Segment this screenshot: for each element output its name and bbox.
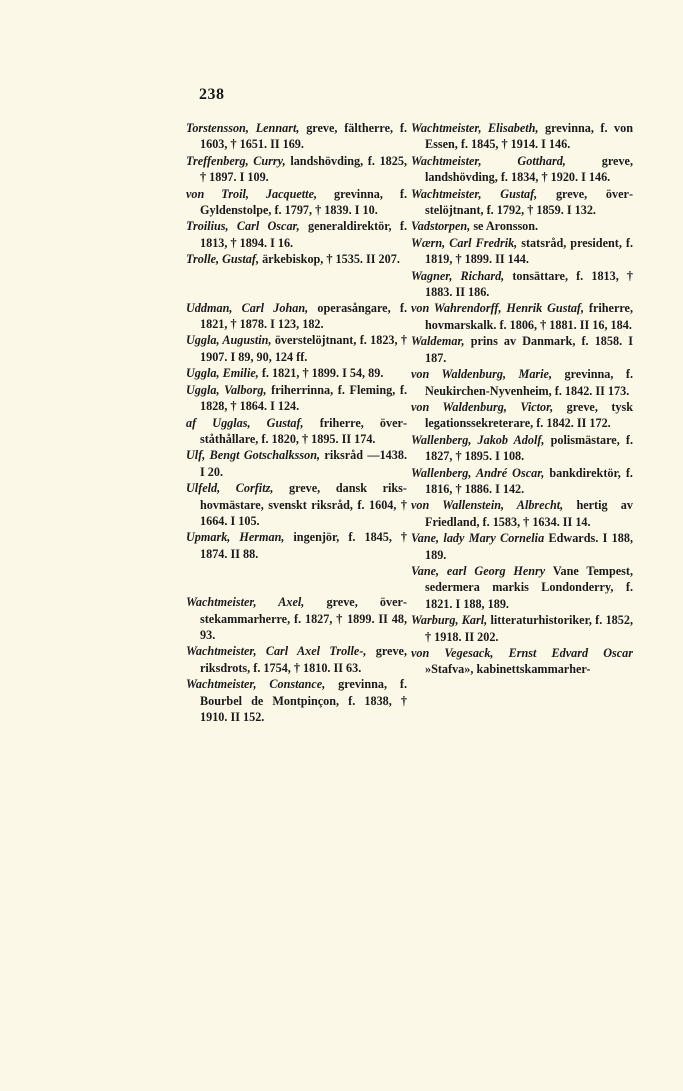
index-entry <box>186 676 407 725</box>
entry-details: greve, tysk legationssekreterare, f. 1842. II 172. <box>425 399 633 431</box>
entry-details: prins av Danmark, f. 1858. I 187. <box>425 334 633 365</box>
entry-details: greve, landshövding, f. 1834, † 1920. I 146. <box>425 153 633 185</box>
index-entry <box>186 120 407 153</box>
entry-name: Uggla, Emilie, <box>186 366 259 381</box>
entry-name: Wærn, Carl Fredrik, <box>411 235 518 250</box>
entry-name: Wachtmeister, Elisabeth, <box>411 121 539 135</box>
entry-details: grevinna, f. Neukirchen-Nyvenheim, f. 1842. II 173. <box>425 367 633 398</box>
entry-name: Ulf, Bengt Gotschalksson, <box>186 448 321 463</box>
index-entry <box>186 594 407 643</box>
entry-name: af Ugglas, Gustaf, <box>186 415 304 430</box>
entry-details: Edwards. I 188, 189. <box>425 531 633 562</box>
entry-name: Treffenberg, Curry, <box>186 153 286 168</box>
index-entry <box>186 153 407 186</box>
index-entry <box>186 251 407 267</box>
index-entry <box>186 382 407 415</box>
entry-details: statsråd, president, f. 1819, † 1899. II 144. <box>425 235 633 267</box>
entry-details: greve, riksdrots, f. 1754, † 1810. II 63. <box>200 644 407 675</box>
entry-name: Waldemar, <box>411 334 465 349</box>
entry-details: bankdirektör, f. 1816, † 1886. I 142. <box>425 465 633 496</box>
entry-details: friherre, överståthållare, f. 1820, † 1895. II 174. <box>200 415 407 446</box>
entry-name: Uddman, Carl Johan, <box>186 300 309 315</box>
entry-name: von Wallenstein, Albrecht, <box>411 498 564 513</box>
entry-name: Wachtmeister, Gustaf, <box>411 186 538 201</box>
entry-details: tonsättare, f. 1813, † 1883. II 186. <box>425 268 633 300</box>
index-entry <box>186 415 407 448</box>
index-entry <box>186 480 407 529</box>
index-entry <box>411 645 633 678</box>
entry-details: polismästare, f. 1827, † 1895. I 108. <box>425 432 633 464</box>
entry-details: grevinna, f. Gyldenstolpe, f. 1797, † 1839. I 10. <box>200 186 407 218</box>
entry-name: Troilius, Carl Oscar, <box>186 219 300 234</box>
entry-details: Vane Tempest, sedermera markis Londonderry, f. 1821. I 188, 189. <box>425 563 633 611</box>
entry-details: friherre, hovmarskalk. f. 1806, † 1881. II 16, 184. <box>425 301 633 332</box>
entry-name: Wagner, Richard, <box>411 268 505 283</box>
index-entry <box>186 365 407 381</box>
index-entry <box>186 218 407 251</box>
entry-name: Upmark, Herman, <box>186 530 285 545</box>
entry-name: Vane, earl Georg Henry <box>411 563 546 578</box>
entry-name: Vane, lady Mary Cornelia <box>411 531 545 546</box>
entry-details: grevinna, f. Bourbel de Montpinçon, f. 1838, † 1910. II 152. <box>200 677 407 724</box>
entry-details: riksråd —1438. I 20. <box>200 448 407 479</box>
index-entry <box>411 530 633 563</box>
entry-details: litteraturhistoriker, f. 1852, † 1918. II 202. <box>425 613 633 644</box>
entry-name: Wachtmeister, Axel, <box>186 595 305 610</box>
entry-name: Wachtmeister, Constance, <box>186 677 326 692</box>
entry-details: »Stafva», kabinettskammarher- <box>425 662 591 677</box>
entry-name: von Troil, Jacquette, <box>186 186 318 201</box>
index-entry <box>411 218 633 234</box>
entry-name: Warburg, Karl, <box>411 613 488 628</box>
entry-details: operasångare, f. 1821, † 1878. I 123, 182. <box>200 300 407 332</box>
letter-section-gap <box>186 562 407 594</box>
index-entry <box>411 432 633 465</box>
index-entry <box>186 186 407 219</box>
index-column-left <box>186 120 407 725</box>
entry-name: Wallenberg, André Oscar, <box>411 465 545 480</box>
entry-name: Ulfeld, Corfitz, <box>186 481 274 496</box>
entry-name: Wachtmeister, Gotthard, <box>411 153 566 168</box>
entry-details: greve, dansk rikshovmästare, svenskt riksråd, f. 1604, † 1664. I 105. <box>200 481 407 528</box>
entry-details: se Aronsson. <box>470 219 539 234</box>
entry-details: f. 1821, † 1899. I 54, 89. <box>258 366 384 381</box>
page-number: 238 <box>199 86 225 103</box>
index-entry <box>411 465 633 498</box>
entry-details: grevinna, f. von Essen, f. 1845, † 1914. I 146. <box>425 121 633 152</box>
entry-name: von Waldenburg, Marie, <box>411 367 553 382</box>
index-entry <box>411 399 633 432</box>
entry-name: von Waldenburg, Victor, <box>411 399 554 414</box>
index-entry <box>411 612 633 645</box>
index-column-right <box>411 120 633 678</box>
index-entry <box>186 447 407 480</box>
index-entry <box>411 268 633 301</box>
index-entry <box>411 153 633 186</box>
index-entry <box>411 333 633 366</box>
index-entry <box>186 643 407 676</box>
entry-details: greve, överstelöjtnant, f. 1792, † 1859. I 132. <box>425 186 633 218</box>
index-entry <box>186 529 407 562</box>
entry-details: greve, överstekammarherre, f. 1827, † 1899. II 48, 93. <box>200 595 407 642</box>
entry-name: von Vegesack, Ernst Edvard Oscar <box>411 646 633 660</box>
entry-name: Torstensson, Lennart, <box>186 121 300 135</box>
entry-name: Uggla, Augustin, <box>186 333 272 348</box>
entry-name: Wachtmeister, Carl Axel Trolle-, <box>186 644 367 659</box>
index-entry <box>186 332 407 365</box>
index-entry <box>411 186 633 219</box>
index-entry <box>186 300 407 333</box>
entry-name: Vadstorpen, <box>411 219 471 234</box>
index-entry <box>411 563 633 612</box>
letter-section-gap <box>186 268 407 300</box>
index-entry <box>411 120 633 153</box>
entry-details: överstelöjtnant, f. 1823, † 1907. I 89, 90, 124 ff. <box>200 333 407 364</box>
entry-name: Wallenberg, Jakob Adolf, <box>411 432 545 447</box>
entry-details: landshövding, f. 1825, † 1897. I 109. <box>200 153 407 185</box>
entry-name: Uggla, Valborg, <box>186 382 267 397</box>
entry-name: von Wahrendorff, Henrik Gustaf, <box>411 301 585 316</box>
entry-name: Trolle, Gustaf, <box>186 252 260 267</box>
entry-details: greve, fältherre, f. 1603, † 1651. II 169. <box>200 121 407 152</box>
index-entry <box>411 366 633 399</box>
entry-details: friherrinna, f. Fleming, f. 1828, † 1864. I 124. <box>200 382 408 414</box>
index-entry <box>411 497 633 530</box>
index-entry <box>411 235 633 268</box>
index-entry <box>411 300 633 333</box>
entry-details: ärkebiskop, † 1535. II 207. <box>259 252 400 267</box>
entry-details: generaldirektör, f. 1813, † 1894. I 16. <box>200 219 408 250</box>
entry-details: hertig av Friedland, f. 1583, † 1634. II 14. <box>425 498 633 529</box>
entry-details: ingenjör, f. 1845, † 1874. II 88. <box>200 530 407 561</box>
